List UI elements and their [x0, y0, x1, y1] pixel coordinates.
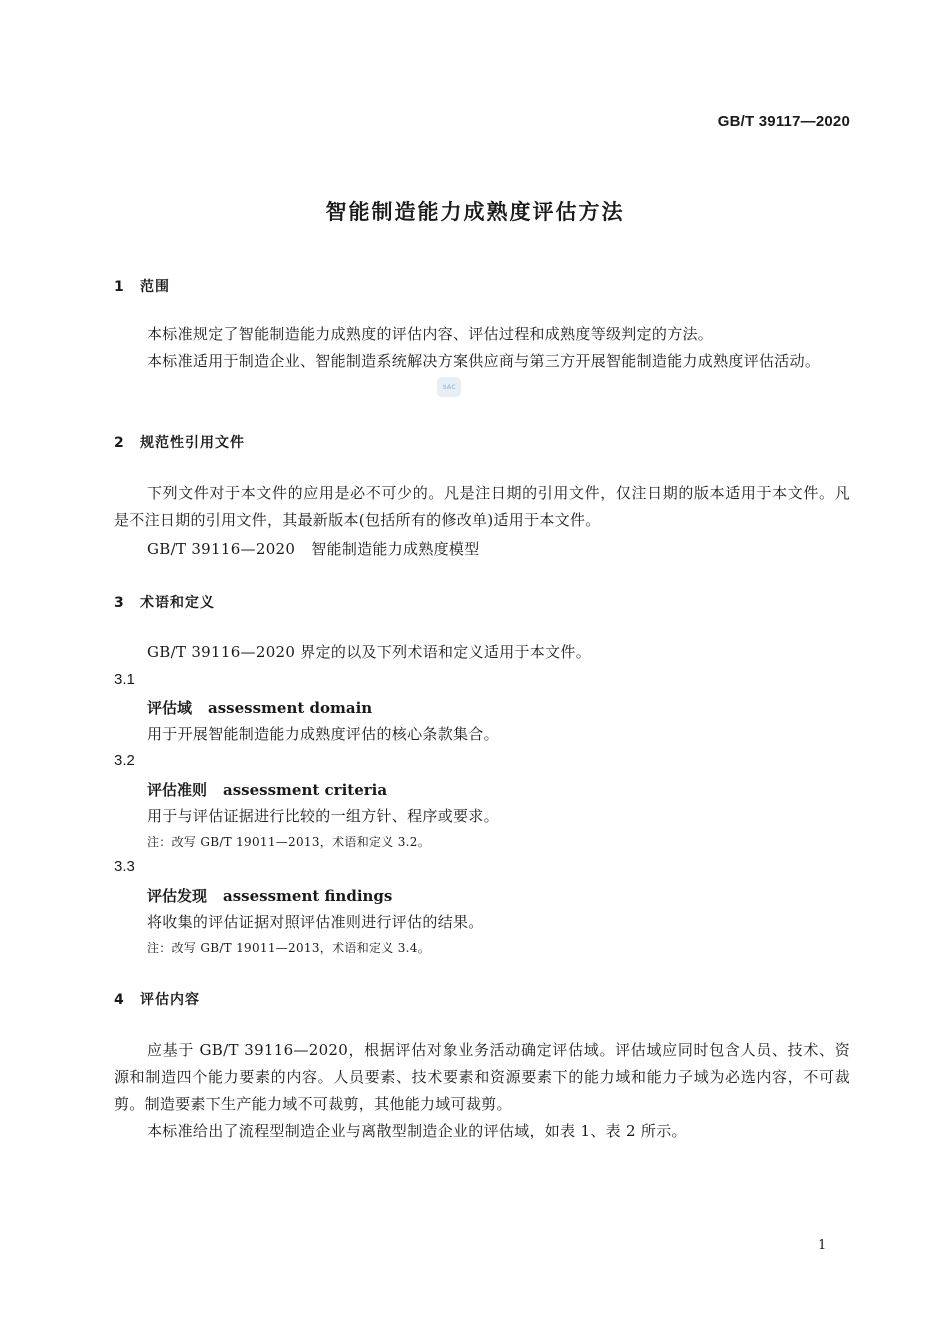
term-name — [147, 885, 392, 906]
term-name-zh: 评估发现 — [147, 887, 208, 905]
section-number: 3 — [114, 595, 125, 611]
term-number: 3.2 — [114, 752, 135, 769]
section-number: 2 — [114, 435, 125, 451]
term-definition: 用于与评估证据进行比较的一组方针、程序或要求。 — [147, 807, 499, 825]
section-title: 术语和定义 — [140, 595, 215, 611]
term-name-zh: 评估准则 — [147, 781, 208, 799]
term-name-en: assessment findings — [223, 887, 393, 905]
normative-reference — [147, 538, 480, 559]
document-title: 智能制造能力成熟度评估方法 — [325, 200, 625, 224]
section-number: 1 — [114, 279, 125, 295]
standard-number: GB/T 39117—2020 — [717, 113, 850, 130]
section-4-heading — [114, 989, 200, 1009]
term-note: 注：改写 GB/T 19011—2013，术语和定义 3.2。 — [147, 835, 430, 849]
term-definition: 将收集的评估证据对照评估准则进行评估的结果。 — [147, 913, 484, 931]
term-number: 3.1 — [114, 671, 135, 688]
term-note: 注：改写 GB/T 19011—2013，术语和定义 3.4。 — [147, 941, 430, 955]
paragraph: 本标准规定了智能制造能力成熟度的评估内容、评估过程和成熟度等级判定的方法。 — [147, 325, 714, 343]
term-name-en: assessment domain — [208, 699, 373, 717]
term-name-zh: 评估域 — [147, 699, 193, 717]
paragraph: 应基于 GB/T 39116—2020，根据评估对象业务活动确定评估域。评估域应同时包含人员、技术、资源和制造四个能力要素的内容。人员要素、技术要素和资源要素下的能力域和能力子域为必选内容，不可裁剪。制造要素下生产能力域不可裁剪，其他能力域可裁剪。 — [114, 1041, 850, 1113]
section-3-heading — [114, 592, 215, 612]
paragraph: 下列文件对于本文件的应用是必不可少的。凡是注日期的引用文件，仅注日期的版本适用于本文件。凡是不注日期的引用文件，其最新版本(包括所有的修改单)适用于本文件。 — [114, 484, 850, 529]
term-number: 3.3 — [114, 858, 135, 875]
term-definition: 用于开展智能制造能力成熟度评估的核心条款集合。 — [147, 725, 499, 743]
paragraph: 本标准给出了流程型制造企业与离散型制造企业的评估域，如表 1、表 2 所示。 — [147, 1122, 687, 1140]
reference-title: 智能制造能力成熟度模型 — [311, 540, 480, 558]
page-number: 1 — [818, 1238, 827, 1253]
section-2-heading — [114, 432, 245, 452]
reference-code: GB/T 39116—2020 — [147, 540, 296, 558]
paragraph: 本标准适用于制造企业、智能制造系统解决方案供应商与第三方开展智能制造能力成熟度评估活动。 — [147, 352, 821, 370]
section-title: 规范性引用文件 — [140, 435, 245, 451]
paragraph: GB/T 39116—2020 界定的以及下列术语和定义适用于本文件。 — [147, 643, 591, 661]
section-1-heading — [114, 276, 170, 296]
term-name — [147, 779, 387, 800]
section-title: 评估内容 — [140, 992, 200, 1008]
section-title: 范围 — [140, 279, 170, 295]
section-number: 4 — [114, 992, 125, 1008]
term-name-en: assessment criteria — [223, 781, 388, 799]
sac-watermark-logo: SAC — [437, 377, 461, 397]
term-name — [147, 697, 372, 718]
